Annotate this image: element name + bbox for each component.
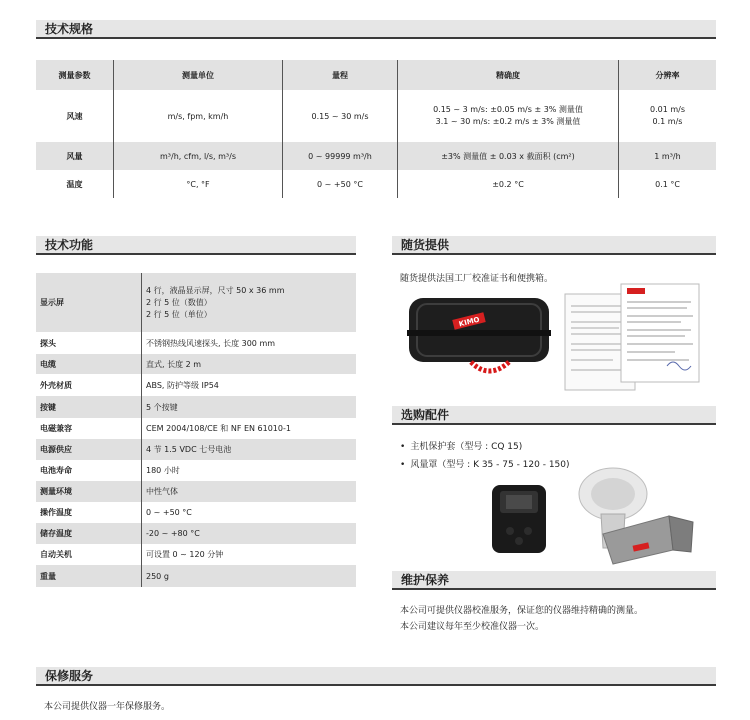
maintenance-text-1: 本公司可提供仪器校准服务，保证您的仪器维持精确的测量。 [400,606,644,616]
delivery-section-header [392,236,716,255]
spec-resolution: 0.1 °C [619,170,717,198]
spec-row-temp [36,170,716,198]
feature-row [36,460,356,481]
spec-accuracy [398,90,619,142]
list-item: • 主机保护套（型号 : CQ 15) [400,438,570,456]
delivery-section-title: 随货提供 [401,238,450,252]
feature-value: 不锈钢热线风速探头, 长度 300 mm [146,338,276,348]
spec-param: 风量 [36,142,114,170]
feature-value: 5 个按键 [142,396,357,418]
feature-key: 电缆 [36,354,142,374]
feature-key: 测量环境 [36,481,142,502]
spec-col-resolution: 分辨率 [619,60,717,90]
feature-row [36,544,356,565]
spec-col-accuracy: 精确度 [398,60,619,90]
feature-row [36,418,356,439]
spec-accuracy: ±3% 测量值 ± 0.03 x 截面积 (cm²) [398,142,619,170]
features-section-title: 技术功能 [45,238,94,252]
feature-row [36,523,356,544]
protective-cover-image [490,481,548,555]
spec-resolution: 1 m³/h [619,142,717,170]
spec-section-title: 技术规格 [45,22,94,36]
feature-key: 显示屏 [36,273,142,332]
feature-value-line: 4 行，液晶显示屏，尺寸 50 x 36 mm [146,285,285,295]
feature-row [36,332,356,354]
feature-key: 探头 [36,332,142,354]
spec-param: 温度 [66,179,83,189]
spec-range: 0 ~ +50 °C [283,170,398,198]
feature-value-line: 2 行 5 位（数值） [146,297,212,307]
feature-row [36,439,356,460]
spec-unit: m³/h, cfm, l/s, m³/s [114,142,283,170]
spec-table [36,60,716,198]
accessory-list [400,438,570,474]
list-item: • 风量罩（型号 : K 35 - 75 - 120 - 150) [400,456,570,474]
feature-value [142,273,357,332]
spec-header-row [36,60,716,90]
carry-case-image [405,292,553,376]
spec-resolution-line: 0.1 m/s [652,117,683,126]
feature-row [36,502,356,523]
spec-row-speed [36,90,716,142]
feature-value: CEM 2004/108/CE 和 NF EN 61010-1 [146,424,291,433]
feature-value: 可设置 0 ~ 120 分钟 [146,550,224,559]
spec-unit: m/s, fpm, km/h [114,90,283,142]
feature-value: 4 节 1.5 VDC 七号电池 [142,439,357,460]
repair-section-header [36,667,716,686]
feature-value: 0 ~ +50 °C [146,508,192,517]
features-table [36,273,356,587]
calibration-certificate-image [563,282,703,392]
options-section-title: 选购配件 [401,408,450,422]
feature-key: 自动关机 [36,544,142,565]
spec-range: 0.15 ~ 30 m/s [283,90,398,142]
delivery-text: 随货提供法国工厂校准证书和便携箱。 [400,274,554,284]
feature-key: 电磁兼容 [36,418,142,439]
spec-col-unit: 测量单位 [114,60,283,90]
maintenance-section-title: 维护保养 [401,573,450,587]
maintenance-section-header [392,571,716,590]
feature-value: 直式, 长度 2 m [142,354,357,374]
spec-range: 0 ~ 99999 m³/h [283,142,398,170]
spec-resolution [619,90,717,142]
feature-key: 重量 [36,565,142,587]
spec-row-volume [36,142,716,170]
feature-value: 250 g [142,565,357,587]
feature-key: 按键 [36,396,142,418]
feature-key: 电池寿命 [36,460,142,481]
repair-section-title: 保修服务 [45,669,94,683]
feature-value-line: 2 行 5 位（单位） [146,309,212,319]
spec-accuracy-line: 3.1 ~ 30 m/s: ±0.2 m/s ± 3% 测量值 [435,117,581,126]
features-section-header [36,236,356,255]
feature-row [36,354,356,374]
feature-row [36,565,356,587]
spec-accuracy: ±0.2 °C [398,170,619,198]
feature-key: 储存温度 [36,523,142,544]
options-section-header [392,406,716,425]
feature-row [36,374,356,396]
spec-unit: °C, °F [114,170,283,198]
feature-row [36,396,356,418]
feature-value: 180 小时 [146,466,180,475]
feature-key: 电源供应 [36,439,142,460]
feature-value: 中性气体 [142,481,357,502]
feature-row [36,481,356,502]
feature-value: ABS, 防护等级 IP54 [146,380,219,390]
flow-hood-image [573,464,701,568]
spec-col-param: 测量参数 [36,60,114,90]
feature-key: 操作温度 [36,502,142,523]
spec-section-header [36,20,716,39]
maintenance-text-2: 本公司建议每年至少校准仪器一次。 [400,622,545,632]
carry-case-brand: KIMO [458,315,481,329]
spec-resolution-line: 0.01 m/s [649,105,685,114]
spec-param: 风速 [66,111,83,121]
spec-col-range: 量程 [283,60,398,90]
feature-row [36,273,356,332]
feature-value: -20 ~ +80 °C [142,523,357,544]
repair-text: 本公司提供仪器一年保修服务。 [44,702,171,712]
spec-accuracy-line: 0.15 ~ 3 m/s: ±0.05 m/s ± 3% 测量值 [433,105,583,114]
feature-key: 外壳材质 [36,374,142,396]
